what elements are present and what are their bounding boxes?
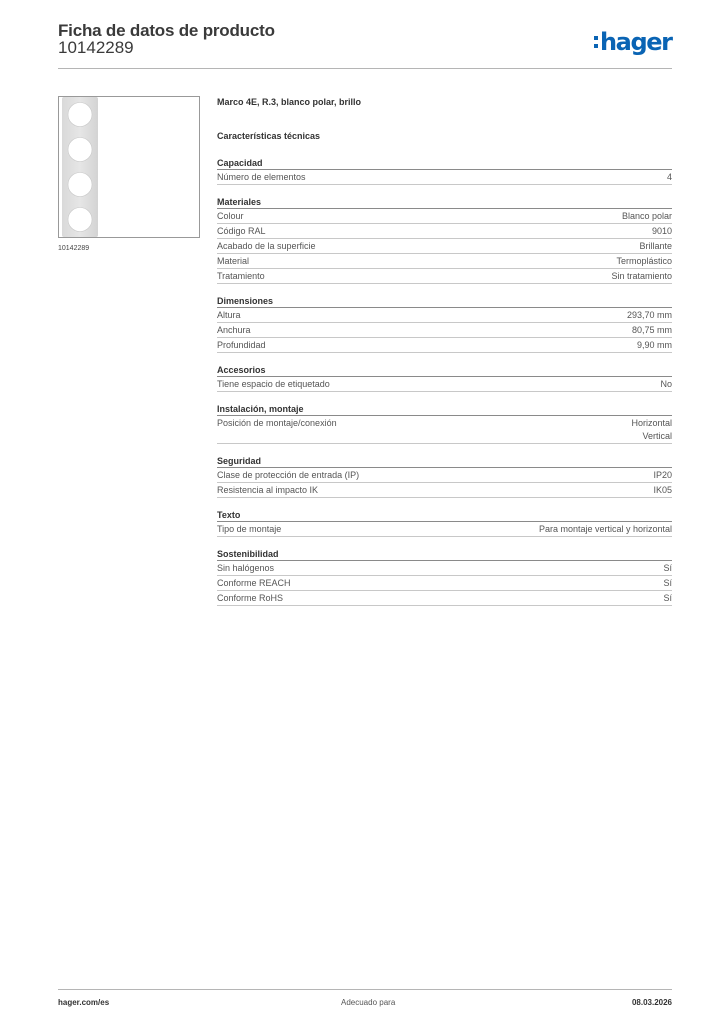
section-title: Seguridad [217,455,672,468]
spec-sections [217,157,672,606]
frame-opening [68,103,92,127]
spec-value-line: Sin tratamiento [611,271,672,281]
spec-section [217,364,672,392]
spec-value [627,309,672,322]
section-title: Sostenibilidad [217,548,672,561]
spec-row [217,522,672,537]
frame-opening [68,138,92,162]
spec-label: Resistencia al impacto IK [217,485,319,495]
spec-row [217,416,672,444]
spec-label: Altura [217,310,241,320]
document-title: Ficha de datos de producto [58,21,275,40]
logo-dots-icon [594,36,598,48]
spec-value [611,270,672,283]
spec-label: Colour [217,211,244,221]
frame-opening [68,208,92,232]
spec-value [622,210,672,223]
footer-website: hager.com/es [58,998,110,1007]
spec-value-line: Sí [663,593,672,603]
spec-label: Clase de protección de entrada (IP) [217,470,360,480]
spec-row [217,591,672,606]
spec-value [660,378,672,391]
spec-row [217,377,672,392]
section-title: Texto [217,509,672,522]
spec-row [217,483,672,498]
image-caption: 10142289 [58,245,90,252]
section-title: Materiales [217,196,672,209]
spec-section [217,157,672,185]
spec-value [632,324,672,337]
spec-value-line: 9,90 mm [636,340,672,350]
spec-value-line: Horizontal [631,418,672,428]
spec-value [616,255,672,268]
spec-section [217,455,672,498]
spec-label: Anchura [217,325,251,335]
spec-section [217,295,672,353]
section-title: Dimensiones [217,295,672,308]
spec-label: Material [217,256,250,266]
spec-value [631,417,672,443]
spec-value [663,577,672,590]
spec-label: Código RAL [217,226,266,236]
hager-logo [594,29,672,55]
spec-value-line: IK05 [653,485,672,495]
spec-value-line: Sí [663,563,672,573]
spec-label: Acabado de la superficie [217,241,316,251]
spec-row [217,323,672,338]
spec-value-line: No [660,379,672,389]
logo-text: hager [600,28,672,56]
spec-value-line: 9010 [651,226,672,236]
spec-label: Tipo de montaje [217,524,282,534]
spec-value-line: 293,70 mm [626,310,672,320]
spec-row [217,209,672,224]
spec-row [217,338,672,353]
spec-label: Conforme REACH [217,578,291,588]
product-name: Marco 4E, R.3, blanco polar, brillo [217,97,362,107]
spec-value [639,240,672,253]
spec-value-line: Para montaje vertical y horizontal [538,524,672,534]
footer-divider [58,989,672,990]
spec-value-line: Blanco polar [621,211,672,221]
section-title: Accesorios [217,364,672,377]
spec-value [663,562,672,575]
spec-value-line: 4 [666,172,672,182]
header-divider [58,68,672,69]
spec-value-line: IP20 [653,470,672,480]
spec-value [653,484,672,497]
spec-value [663,592,672,605]
spec-label: Tratamiento [217,271,265,281]
spec-row [217,269,672,284]
footer-date: 08.03.2026 [631,998,672,1007]
spec-section [217,403,672,444]
spec-value-line: 80,75 mm [631,325,672,335]
spec-row [217,224,672,239]
spec-section [217,548,672,606]
spec-row [217,254,672,269]
spec-row [217,170,672,185]
spec-label: Sin halógenos [217,563,275,573]
product-number: 10142289 [58,38,134,57]
spec-value-line: Brillante [639,241,672,251]
spec-value [539,523,672,536]
product-details [217,96,672,606]
spec-value [652,225,672,238]
technical-characteristics-heading: Características técnicas [217,131,321,141]
spec-label: Posición de montaje/conexión [217,418,337,428]
spec-row [217,239,672,254]
spec-value [653,469,672,482]
spec-label: Número de elementos [217,172,306,182]
spec-label: Conforme RoHS [217,593,284,603]
spec-value-line: Vertical [642,431,672,441]
spec-label: Tiene espacio de etiquetado [217,379,330,389]
section-title: Capacidad [217,157,672,170]
spec-row [217,576,672,591]
spec-section [217,196,672,284]
spec-value [637,339,672,352]
spec-section [217,509,672,537]
section-title: Instalación, montaje [217,403,672,416]
spec-row [217,468,672,483]
spec-label: Profundidad [217,340,266,350]
frame-4-gang-icon [62,96,98,238]
spec-value [667,171,672,184]
spec-value-line: Termoplástico [616,256,672,266]
spec-row [217,308,672,323]
spec-value-line: Sí [663,578,672,588]
frame-opening [68,173,92,197]
footer-suitable-for: Adecuado para [341,998,396,1007]
spec-row [217,561,672,576]
